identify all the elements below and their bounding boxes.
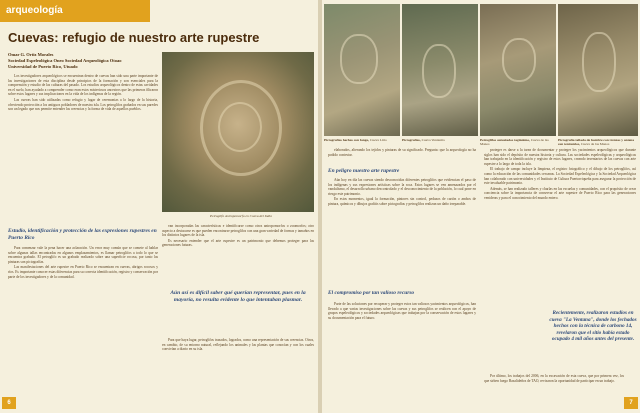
right-column-2-text: [484, 148, 636, 308]
column-paragraph: Para comenzar vale la pena hacer una aclaración. Un error muy común que se comete al hablar sobre algunas tallas encontradas en algunos emplazamientos, es llamar petroglifos a todo lo que se encuentra grabado. El petroglifo es un grabado realizado sobre una superficie rocosa, por tanto las pinturas son pictografías.: [8, 246, 158, 264]
caption-text: Cueva Lirio: [369, 138, 387, 142]
pictograph-shape: [340, 34, 378, 84]
column-paragraph: Las manifestaciones del arte rupestre en Puerto Rico se encuentran en cuevas, abrigos rocosos y ríos. Es importante conocer estas diferencias para su correcta identificación, registro y conservación por parte de los investigadores y de la comunidad.: [8, 265, 158, 279]
caption-text: Cueva de las Manos: [480, 138, 549, 147]
column-1-text: [8, 246, 158, 396]
right-column-1-top-text: [328, 148, 476, 164]
caption-text: Cueva Ventanita: [421, 138, 445, 142]
photo-cueva-lirio: [324, 4, 400, 136]
photo-cueva-ventanita: [402, 4, 478, 136]
petroglyph-carving: [218, 102, 262, 152]
column-paragraph: proteger es darse a la tarea de documentar y proteger los yacimientos arqueológicos que durante siglos han sido el depósito de nuestra historia y cultura. Las sociedades espeleológicas y arqueológicas han trabajado en la identificación y registro de estos lugares, creando inventarios de las cuevas con arte rupestre a lo largo de toda la isla.: [484, 148, 636, 166]
page-number: 6: [2, 397, 16, 409]
section-subhead: Estudio, identificación y protección de las expresiones rupestres en Puerto Rico: [8, 228, 157, 241]
subhead-peligro: En peligro nuestro arte rupestre: [328, 168, 400, 174]
section-tab: arqueología: [0, 0, 150, 22]
column-paragraph: van incorporadas las características e identificarse como otros antropomorfos o zoomorfos; otro aspecto a destacarse es que pueden encontrarse petroglifos con una gran variedad de formas y tamaños en los distintos lugares de la isla.: [162, 224, 314, 238]
hero-photo-petroglyph: [162, 52, 314, 212]
right-column-2-bottom-text: [484, 374, 624, 398]
photo-cueva-manos-2: [558, 4, 638, 136]
right-column-1-bottom-text: [328, 302, 476, 396]
highlight-quote: Recientemente, realizaron estudios en cueva "La Ventana", donde los fechados hechos con la técnica de carbono 14, revelaron que el sitio había estado ocupado 4 mil años antes del presente.: [549, 310, 637, 343]
right-page: [322, 0, 640, 413]
intro-text: [8, 74, 158, 224]
caption-text: Cueva de las Manos: [581, 142, 610, 147]
photo-cueva-manos: [480, 4, 556, 136]
left-page: [0, 0, 318, 413]
column-paragraph: Por último, los trabajos del 2006, en la excavación de esta cueva, que por primera vez, los que sirben fuego Basalideños de TAO, revisaron la oportunidad de participar en un trabajo.: [484, 374, 624, 383]
caption-bold: Pictografías,: [402, 138, 421, 142]
pictograph-shape: [582, 32, 616, 92]
column-paragraph: Aún hoy en día las cuevas siendo desconocidas diferentes petroglifos que evidencian el paso de los indígenas y sus expresiones artísticas sobre la roca. Estos lugares se ven amenazados por el vandalismo, el desarrollo urbano descontrolado y el desconocimiento de la población, lo cual pone en riesgo este patrimonio.: [328, 178, 476, 196]
caption-bold: Petroglifos aureolados tagiónimo,: [480, 138, 530, 142]
author-org-2: Universidad de Puerto Rico, Utuado: [8, 64, 78, 69]
right-column-1-mid-text: [328, 178, 476, 286]
column-paragraph: elaborados, alterando los tejidos y pinturas de su significado. Pregunta: que la arqueología no ha podido contestar.: [328, 148, 476, 157]
column-2-text: [162, 224, 314, 288]
intro-paragraph: Las cuevas han sido utilizadas como refugio y lugar de ceremonias a lo largo de la historia, ofreciendo protección a los antiguos pobladores de nuestra isla. Los petroglifos grabados en sus paredes son un legado que nos permite entender las creencias y la forma de vida de aquellos pueblos.: [8, 97, 158, 112]
caption-bold: Pictografía tallada de hombre con trenzas y antena con tentáculos,: [558, 138, 634, 147]
photo-caption: [324, 138, 400, 142]
pull-quote: Aún así es difícil saber qué querían representar, pues en la mayoría, no resulta evidente lo que intentaban plasmar.: [170, 290, 306, 303]
column-2-bottom-text: [162, 338, 314, 396]
column-paragraph: El trabajo de campo incluye la limpieza, el registro fotográfico y el dibujo de los petroglifos, así como la educación de las comunidades cercanas. La Sociedad Espeleológica y la Sociedad Arqueológica han colaborado con universidades y el Instituto de Cultura Puertorriqueña para asegurar la protección de este invaluable patrimonio.: [484, 167, 636, 186]
intro-paragraph: Los investigadores arqueológicos se encuentran dentro de cuevas han sido una parte importante de las investigaciones de esta disciplina desde principios de la formación y son esenciales para la comprensión y estudio de las culturas del pasado. Los estudios arqueológicos dentro de estas cavidades en el suelo, han ayudado a comprender como eran estos misteriosos ancestros que las primeras filtraron sobre estos lugares y sus implicaciones en la vida de los indígenas de la región.: [8, 74, 158, 97]
column-paragraph: Es necesario entender que el arte rupestre es un patrimonio que debemos proteger para las generaciones futuras.: [162, 238, 314, 248]
hero-caption: Petroglifo Antropomorfo en Cueva del Indio: [210, 214, 272, 218]
column-paragraph: Para que haya lugar, petroglifos trazados, logrados, como una representación de sus creencias. Otros, en cambio, de su entorno natural, reflejando los animales y las plantas que conocían y con los cuales convivían a diario en su isla.: [162, 338, 314, 352]
page-number: 7: [624, 397, 638, 409]
column-paragraph: En estos momentos, igual la formación, pintores sin control, pedazos de cartón o ambos de pintura, químicos y dibujos grafitis sobre pictografías y petroglifos realizan un daño irreparable.: [328, 197, 476, 206]
subhead-compromiso: El compromiso por tan valioso recurso: [328, 290, 415, 296]
byline: [8, 52, 168, 70]
pictograph-shape: [422, 44, 456, 98]
author-name: Omar G. Ortiz Morales: [8, 52, 54, 57]
photo-caption: [480, 138, 556, 147]
photo-caption: [558, 138, 638, 147]
caption-bold: Pictografías hechas con fango,: [324, 138, 370, 142]
author-org-1: Sociedad Espeleológica Oneo Sociedad Arqueológica Otoao: [8, 58, 122, 63]
petroglyph-shape: [502, 38, 536, 82]
article-title: Cuevas: refugio de nuestro arte rupestre: [8, 30, 260, 45]
photo-caption: [402, 138, 478, 142]
column-paragraph: Parte de las soluciones por recuperar y proteger estos tan valiosos yacimientos arqueológicos, han llevado a que varias investigaciones sobre las cuevas y sus petroglifos se realicen con el apoyo de grupos espeleológicos y sociedades arqueológicas que trabajan por la conservación de estos lugares y su documentación para el futuro.: [328, 302, 476, 320]
column-paragraph: Además, se han realizado talleres y charlas en las escuelas y comunidades, con el propósito de crear conciencia sobre la importancia de conservar el arte rupestre de Puerto Rico para las generaciones venideras y para el conocimiento del mundo entero.: [484, 186, 636, 200]
